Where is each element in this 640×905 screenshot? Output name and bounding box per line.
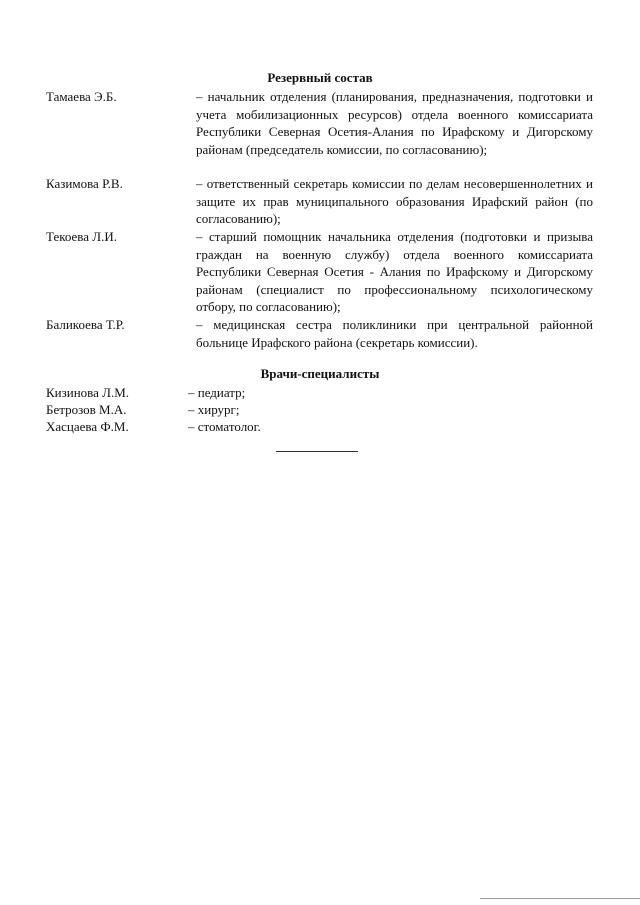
member-name: Текоева Л.И. <box>46 229 117 244</box>
member-name: Тамаева Э.Б. <box>46 89 117 104</box>
member-role: – ответственный секретарь комиссии по делам несовершеннолетних и защите их прав муниципального образования Ирафский район (по согласованию); <box>196 176 593 226</box>
reserve-heading: Резервный состав <box>267 70 373 85</box>
end-rule-divider <box>276 451 358 452</box>
doctor-name: Кизинова Л.М. <box>46 385 130 400</box>
doctor-role: – педиатр; <box>188 385 246 400</box>
doctor-name: Хасцаева Ф.М. <box>46 419 129 434</box>
member-name: Баликоева Т.Р. <box>46 317 125 332</box>
doctor-role: – стоматолог. <box>188 419 261 434</box>
member-role: – медицинская сестра поликлиники при центральной районной больнице Ирафского района (секретарь комиссии). <box>196 317 593 350</box>
member-role: – начальник отделения (планирования, предназначения, подготовки и учета мобилизационных ресурсов) отдела военного комиссариата Республики Северная Осетия-Алания по Ирафскому и Дигорскому районам (председатель комиссии, по согласованию); <box>196 89 593 157</box>
doctor-role: – хирург; <box>188 402 240 417</box>
doctors-heading: Врачи-специалисты <box>260 366 380 381</box>
doctor-name: Бетрозов М.А. <box>46 402 127 417</box>
member-role: – старший помощник начальника отделения (подготовки и призыва граждан на военную службу) отдела военного комиссариата Республики Северная Осетия - Алания по Ирафскому и Дигорскому районам (специалист по профессиональному психологическому отбору, по согласованию); <box>196 229 593 314</box>
footer-divider <box>480 898 640 899</box>
member-name: Казимова Р.В. <box>46 176 123 191</box>
